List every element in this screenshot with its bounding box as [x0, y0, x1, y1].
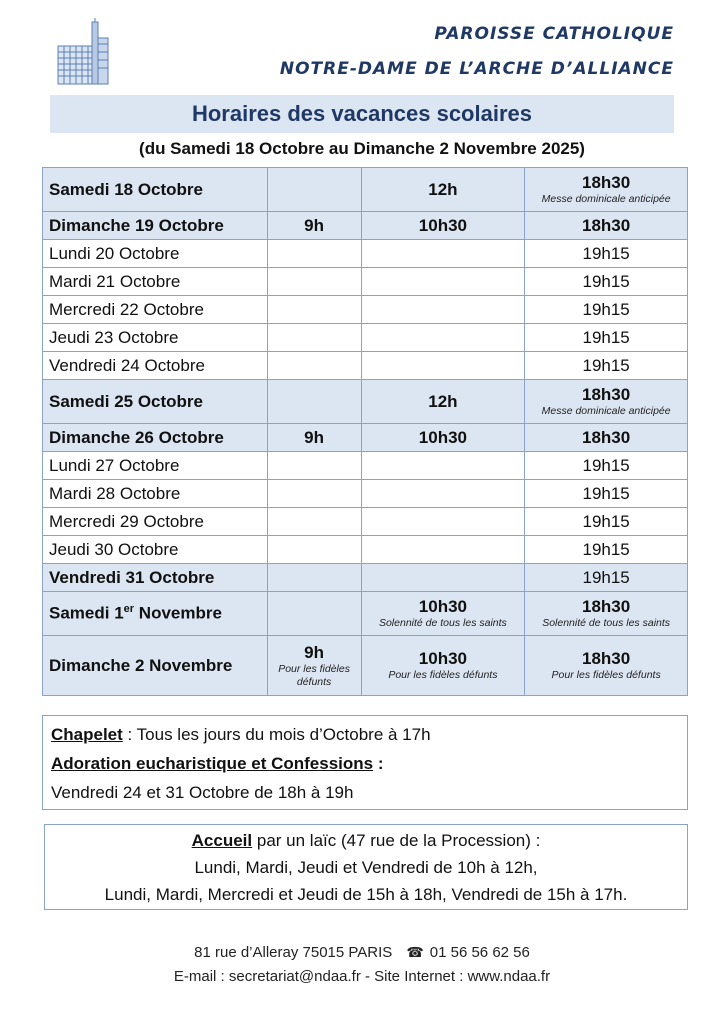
time-cell	[361, 268, 525, 296]
footer-address: 81 rue d’Alleray 75015 PARIS	[194, 944, 393, 961]
time-cell	[525, 592, 688, 636]
day-cell: Vendredi 24 Octobre	[43, 352, 268, 380]
time-value: 18h30	[582, 597, 631, 616]
parish-name-line1: PAROISSE CATHOLIQUE	[434, 24, 674, 44]
day-cell: Dimanche 19 Octobre	[43, 212, 268, 240]
time-cell: 18h30	[525, 424, 688, 452]
time-value: 18h30	[582, 649, 631, 668]
table-row	[43, 380, 688, 424]
time-cell: 19h15	[525, 480, 688, 508]
time-cell	[361, 352, 525, 380]
time-cell	[361, 636, 525, 696]
footer-phone: 01 56 56 62 56	[429, 944, 530, 961]
day-cell: Dimanche 2 Novembre	[43, 636, 268, 696]
time-cell: 9h	[267, 424, 361, 452]
day-cell: Vendredi 31 Octobre	[43, 564, 268, 592]
time-cell	[361, 564, 525, 592]
time-cell: 19h15	[525, 352, 688, 380]
day-cell: Mercredi 29 Octobre	[43, 508, 268, 536]
time-cell	[525, 380, 688, 424]
adoration-colon: :	[373, 754, 384, 773]
table-row	[43, 564, 688, 592]
table-row	[43, 536, 688, 564]
time-cell	[267, 296, 361, 324]
time-cell	[267, 480, 361, 508]
time-value: 10h30	[418, 597, 467, 616]
time-cell: 19h15	[525, 508, 688, 536]
day-cell	[43, 592, 268, 636]
time-cell: 9h	[267, 212, 361, 240]
time-cell	[525, 636, 688, 696]
schedule-table	[42, 167, 688, 696]
time-value: 18h30	[582, 385, 631, 404]
time-cell: 19h15	[525, 240, 688, 268]
time-cell	[361, 168, 525, 212]
time-value: 12h	[428, 391, 458, 411]
time-cell: 19h15	[525, 452, 688, 480]
time-cell	[361, 380, 525, 424]
prayer-info-box	[42, 715, 688, 810]
time-cell	[267, 324, 361, 352]
time-value: 18h30	[582, 173, 631, 192]
day-cell: Jeudi 23 Octobre	[43, 324, 268, 352]
time-cell: 19h15	[525, 268, 688, 296]
day-cell: Samedi 25 Octobre	[43, 380, 268, 424]
time-cell	[361, 592, 525, 636]
time-cell	[267, 452, 361, 480]
time-cell	[267, 536, 361, 564]
accueil-line	[49, 827, 683, 854]
accueil-label: Accueil	[191, 831, 253, 850]
table-row	[43, 324, 688, 352]
time-cell	[267, 508, 361, 536]
time-cell	[267, 352, 361, 380]
time-cell	[267, 636, 361, 696]
table-row	[43, 424, 688, 452]
time-cell: 19h15	[525, 324, 688, 352]
day-cell: Lundi 20 Octobre	[43, 240, 268, 268]
day-text: Novembre	[134, 603, 222, 623]
time-cell	[361, 480, 525, 508]
time-note: Pour les fidèles défunts	[278, 662, 350, 688]
table-row	[43, 480, 688, 508]
time-note: Messe dominicale anticipée	[541, 193, 671, 205]
day-cell: Lundi 27 Octobre	[43, 452, 268, 480]
adoration-times: Vendredi 24 et 31 Octobre de 18h à 19h	[51, 783, 354, 802]
table-row	[43, 352, 688, 380]
time-note: Messe dominicale anticipée	[541, 405, 671, 417]
day-cell: Samedi 18 Octobre	[43, 168, 268, 212]
table-row	[43, 508, 688, 536]
table-row	[43, 592, 688, 636]
day-text: Samedi 1	[49, 603, 124, 623]
title-band	[50, 95, 674, 133]
table-row	[43, 452, 688, 480]
time-cell: 19h15	[525, 536, 688, 564]
accueil-hours-afternoon: Lundi, Mardi, Mercredi et Jeudi de 15h à 18h, Vendredi de 15h à 17h.	[104, 885, 628, 904]
time-cell	[361, 536, 525, 564]
time-cell	[361, 240, 525, 268]
table-row	[43, 212, 688, 240]
time-cell	[361, 324, 525, 352]
time-cell	[267, 240, 361, 268]
table-row	[43, 268, 688, 296]
day-cell: Dimanche 26 Octobre	[43, 424, 268, 452]
parish-logo	[54, 18, 112, 88]
accueil-hours-morning: Lundi, Mardi, Jeudi et Vendredi de 10h à 12h,	[194, 858, 538, 877]
time-value: 10h30	[418, 649, 467, 668]
time-cell	[361, 452, 525, 480]
day-cell: Mardi 21 Octobre	[43, 268, 268, 296]
telephone-icon: ☎	[406, 944, 424, 960]
time-note: Solennité de tous les saints	[378, 617, 507, 629]
day-cell: Mardi 28 Octobre	[43, 480, 268, 508]
footer-address-line	[0, 944, 724, 961]
time-cell: 18h30	[525, 212, 688, 240]
table-row	[43, 168, 688, 212]
time-note: Solennité de tous les saints	[542, 617, 671, 629]
adoration-label: Adoration eucharistique et Confessions	[51, 754, 374, 773]
time-cell	[267, 168, 361, 212]
time-cell: 19h15	[525, 296, 688, 324]
time-cell	[267, 564, 361, 592]
time-cell	[525, 168, 688, 212]
day-superscript: er	[123, 603, 135, 616]
table-row	[43, 296, 688, 324]
day-cell: Jeudi 30 Octobre	[43, 536, 268, 564]
time-cell	[361, 508, 525, 536]
time-cell	[267, 268, 361, 296]
page-subtitle: (du Samedi 18 Octobre au Dimanche 2 Novembre 2025)	[139, 139, 585, 158]
time-note: Pour les fidèles défunts	[551, 669, 661, 681]
adoration-line	[51, 749, 679, 778]
time-cell	[267, 380, 361, 424]
time-cell	[267, 592, 361, 636]
chapelet-line	[51, 720, 679, 749]
table-row	[43, 636, 688, 696]
time-cell	[361, 296, 525, 324]
chapelet-label: Chapelet	[51, 725, 123, 744]
time-cell: 10h30	[361, 212, 525, 240]
page-title: Horaires des vacances scolaires	[191, 101, 532, 126]
time-value: 9h	[304, 642, 325, 662]
table-row	[43, 240, 688, 268]
time-note: Pour les fidèles défunts	[388, 669, 498, 681]
parish-name-line2: NOTRE-DAME DE L’ARCHE D’ALLIANCE	[279, 59, 674, 79]
time-cell: 10h30	[361, 424, 525, 452]
time-cell: 19h15	[525, 564, 688, 592]
accueil-text: par un laïc (47 rue de la Procession) :	[252, 831, 541, 850]
time-value: 12h	[428, 179, 458, 199]
welcome-info-box	[44, 824, 688, 910]
footer-contact: E-mail : secretariat@ndaa.fr - Site Internet : www.ndaa.fr	[173, 968, 551, 985]
chapelet-text: : Tous les jours du mois d’Octobre à 17h	[122, 725, 431, 744]
day-cell: Mercredi 22 Octobre	[43, 296, 268, 324]
